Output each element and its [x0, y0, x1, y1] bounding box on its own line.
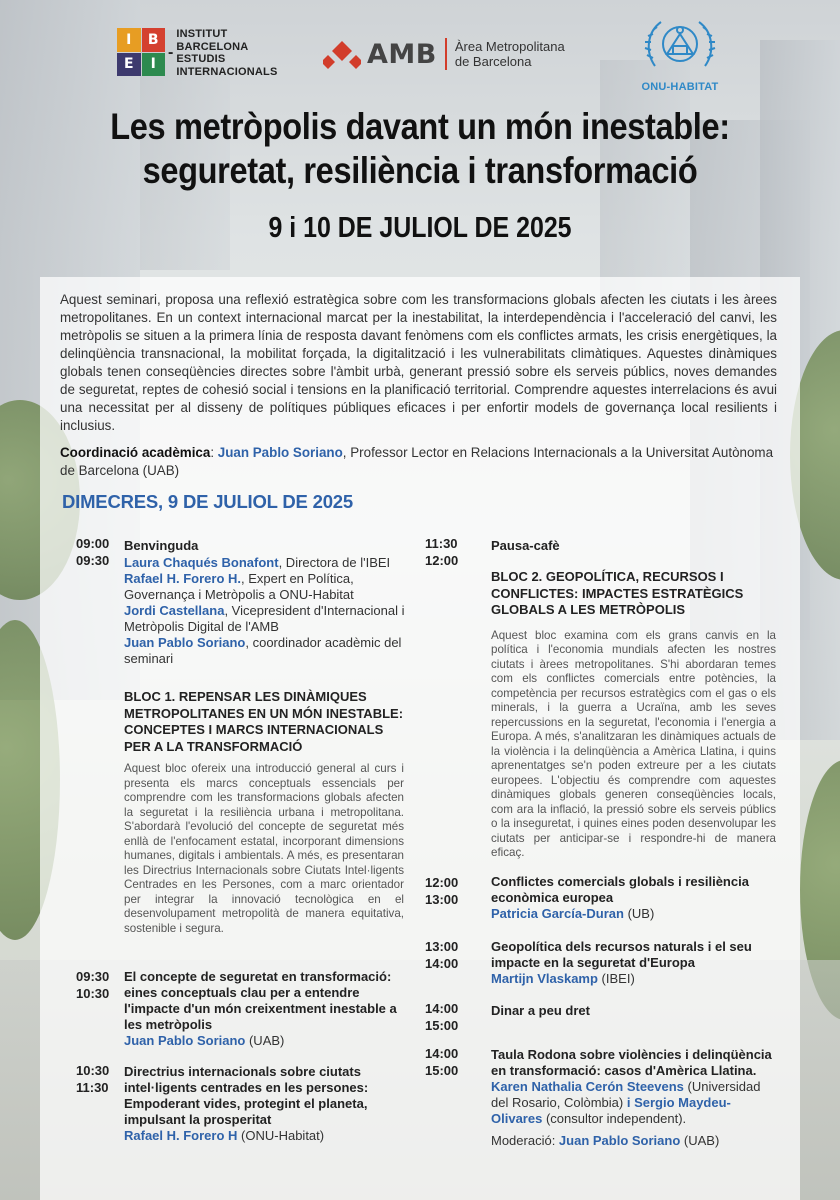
amb-text-line: de Barcelona [454, 54, 532, 69]
session-speaker [491, 971, 781, 987]
ibei-letter: E [117, 53, 141, 77]
session-time [76, 968, 109, 1002]
lunch-break [491, 1003, 771, 1019]
moderation-label: Moderació: [491, 1133, 559, 1148]
speaker-name: Juan Pablo Soriano [124, 635, 246, 650]
header [0, 0, 840, 280]
speaker-list [124, 555, 424, 667]
time-start: 10:30 [76, 1063, 110, 1078]
time-end: 13:00 [425, 892, 459, 907]
coffee-break [491, 538, 771, 554]
speaker-role: , Expert en Política, Governança i Metròpolis a ONU-Habitat [124, 571, 354, 602]
amb-text [455, 39, 565, 69]
intro-paragraph: Aquest seminari, proposa una reflexió estratègica sobre com les transformacions globals afecten les ciutats i les àrees metropolitanes. En un context internacional marcat per la inestabilitat, la interdependència i l'acceleració del canvi, les metròpolis se situen a la primera línia de resposta davant fenòmens com els conflictes armats, les crisis energètiques, la delinqüència transnacional, la mobilitat forçada, la digitalització i les vulnerabilitats climàtiques. Aquestes dinàmiques globals tenen conseqüències directes sobre l'àmbit urbà, generant pressió sobre els serveis públics, noves demandes de seguretat, reptes de cohesió social i tensions en la planificació territorial. Comprendre aquestes interrelacions és avui una necessitat per al disseny de polítiques públiques eficaces i per enfortir models de governança local resilients i inclusius. [60, 292, 777, 433]
moderation [491, 1133, 781, 1149]
session-smart-cities [124, 1064, 386, 1144]
speaker-name: Laura Chaqués Bonafont [124, 555, 279, 570]
session-security-concept [124, 969, 400, 1049]
ibei-dash: - [168, 44, 174, 61]
time-end: 09:30 [76, 553, 110, 568]
ibei-text-line: INSTITUT [176, 28, 228, 40]
speaker-affiliation: (Universidad del Rosario, Colòmbia) [491, 1079, 761, 1110]
coordinator-name: Juan Pablo Soriano [217, 445, 343, 460]
event-date: 9 i 10 DE JULIOL DE 2025 [268, 212, 572, 244]
time-end: 15:00 [425, 1018, 459, 1033]
time-start: 14:00 [425, 1046, 459, 1061]
session-title: Dinar a peu dret [491, 1003, 590, 1018]
speaker-name: Martijn Vlaskamp [491, 971, 598, 986]
round-table [491, 1047, 781, 1149]
amb-logo [323, 38, 565, 70]
speaker-name: Jordi Castellana [124, 603, 225, 618]
speaker-name: Rafael H. Forero H. [124, 571, 242, 586]
session-time [425, 874, 458, 908]
ibei-letter: I [142, 53, 166, 77]
bloc1-description: Aquest bloc ofereix una introducció general al curs i presenta els marcs conceptuals essencials per comprendre com les transformacions globals afecten la seguretat i la resiliència urbana i metropolitana. S'abordarà l'evolució del concepte de seguretat més enllà de l'enfocament estatal, incorporant dimensions humanes, digitals i ambientals. A més, es presentaran les Directrius Internacionals sobre Ciutats Intel·ligents Centrades en les Persones, com a marc orientador per integrar la innovació tecnològica en el desenvolupament metropolità de manera equitativa, sostenible i segura. [124, 762, 404, 935]
logo-bar [0, 26, 840, 93]
welcome-session [124, 538, 424, 667]
coordination-label: Coordinació acadèmica [60, 445, 211, 460]
title-line: seguretat, resiliència i transformació [142, 150, 698, 191]
session-title: El concepte de seguretat en transformació: eines conceptuals clau per a entendre l'impacte d'un món creixentment inestable a les metròpolis [124, 969, 397, 1032]
time-end: 15:00 [425, 1063, 459, 1078]
bloc2-title: BLOC 2. GEOPOLÍTICA, RECURSOS I CONFLICTES: IMPACTES ESTRATÈGICS GLOBALS A LES METRÒPOLIS [491, 569, 744, 617]
session-time [425, 535, 458, 569]
session-title: Pausa-cafè [491, 538, 560, 553]
speaker-affiliation: (ONU-Habitat) [237, 1128, 325, 1143]
ibei-text [176, 28, 277, 78]
un-emblem-icon [643, 16, 717, 78]
coordinator-role: , Professor Lector en Relacions Internacionals a la Universitat Autònoma de Barcelona (UAB) [60, 445, 774, 478]
time-end: 12:00 [425, 553, 459, 568]
session-trade-conflicts [491, 874, 781, 922]
time-end: 11:30 [76, 1080, 109, 1095]
amb-text-line: Àrea Metropolitana [454, 39, 565, 54]
moderator-affiliation: (UAB) [680, 1133, 720, 1148]
session-title: Geopolítica dels recursos naturals i el seu impacte en la seguretat d'Europa [491, 939, 752, 970]
title-line: Les metròpolis davant un món inestable: [110, 106, 730, 147]
speaker [124, 555, 424, 571]
speaker-affiliation: (consultor independent). [542, 1111, 687, 1126]
session-speaker [124, 1033, 400, 1049]
time-start: 14:00 [425, 1001, 459, 1016]
round-table-speakers [491, 1079, 781, 1127]
bloc2-description: Aquest bloc examina com els grans canvis en la política i l'economia mundials afecten les nostres ciutats i àrees metropolitanes. S'hi abordaran temes com els conflictes comercials entre potències, la competència per recursos estratègics com el gas o els minerals, i la guerra a Ucraïna, amb les seves repercussions en la seguretat, l'economia i l'energia a Europa. A més, s'analitzaran les dinàmiques actuals de la violència i la delinqüència a Amèrica Llatina, i quins aprenentatges se'n poden extreure per a les ciutats europees. L'objectiu és comprendre com aquestes dinàmiques globals generen conseqüències locals, com ara la inflació, la pressió sobre els serveis públics o la inseguretat, i quines eines poden desenvolupar les ciutats per anticipar-se i respondre-hi de manera eficaç. [491, 628, 776, 859]
speaker [124, 635, 424, 667]
session-title: Benvinguda [124, 538, 199, 553]
session-title: Taula Rodona sobre violències i delinqüència en transformació: casos d'Amèrica Llatina. [491, 1047, 772, 1078]
ibei-letter: I [117, 28, 141, 52]
session-speaker [124, 1128, 386, 1144]
bloc2 [491, 569, 776, 861]
day-title: DIMECRES, 9 DE JULIOL DE 2025 [62, 491, 353, 512]
speaker-role: , Vicepresident d'Internacional i Metròpolis Digital de l'AMB [124, 603, 405, 634]
ibei-letter: B [142, 28, 166, 52]
ibei-text-line: INTERNACIONALS [176, 65, 278, 78]
bloc1 [124, 689, 404, 936]
ibei-text-line: ESTUDIS [176, 53, 226, 65]
speaker [124, 603, 424, 635]
speaker-name: Karen Nathalia Cerón Steevens [491, 1079, 684, 1094]
session-time [76, 1062, 109, 1096]
time-end: 10:30 [76, 986, 110, 1001]
speaker-name: Patricia García-Duran [491, 906, 624, 921]
session-title: Conflictes comercials globals i resiliència econòmica europea [491, 874, 749, 905]
ibei-mark [117, 28, 165, 76]
session-time [425, 938, 458, 972]
moderator-name: Juan Pablo Soriano [558, 1133, 681, 1148]
time-start: 11:30 [425, 536, 458, 551]
onu-habitat-label: ONU-HABITAT [641, 81, 719, 93]
bloc1-title: BLOC 1. REPENSAR LES DINÀMIQUES METROPOLITANES EN UN MÓN INESTABLE: CONCEPTES I MARCS INTERNACIONALS PER A LA TRANSFORMACIÓ [124, 689, 404, 754]
speaker-name: Juan Pablo Soriano [124, 1033, 246, 1048]
ibei-text-line: BARCELONA [176, 40, 249, 53]
amb-diamond-icon [323, 39, 361, 69]
session-natural-resources [491, 939, 781, 987]
amb-separator [445, 38, 447, 70]
time-start: 09:00 [76, 536, 110, 551]
session-title: Directrius internacionals sobre ciutats intel·ligents centrades en les persones: Empoderant vides, protegint el planeta, impulsant la prosperitat [124, 1064, 369, 1127]
time-end: 14:00 [425, 956, 459, 971]
session-speaker [491, 906, 781, 922]
time-start: 13:00 [425, 939, 459, 954]
page-title [50, 105, 789, 193]
amb-word: AMB [367, 38, 437, 70]
onu-habitat-logo [640, 16, 720, 93]
speaker-role: , coordinador acadèmic del seminari [124, 635, 402, 666]
session-time [425, 1045, 458, 1079]
time-start: 09:30 [76, 969, 110, 984]
speaker-role: , Directora de l'IBEI [278, 555, 391, 570]
speaker-name: Rafael H. Forero H [124, 1128, 238, 1143]
speaker-name: Sergio Maydeu-Olivares [491, 1095, 731, 1126]
time-start: 12:00 [425, 875, 459, 890]
speaker-affiliation: (UAB) [245, 1033, 285, 1048]
speaker-affiliation: (IBEI) [597, 971, 635, 986]
speaker-joiner: i [626, 1095, 635, 1110]
session-time [425, 1000, 458, 1034]
ibei-logo [117, 28, 278, 78]
speaker-affiliation: (UB) [623, 906, 655, 921]
speaker [124, 571, 424, 603]
coordination: Coordinació acadèmica: Juan Pablo Soriano, Professor Lector en Relacions Internacionals a la Universitat Autònoma de Barcelona (UAB) [60, 445, 774, 478]
session-time [76, 535, 109, 569]
